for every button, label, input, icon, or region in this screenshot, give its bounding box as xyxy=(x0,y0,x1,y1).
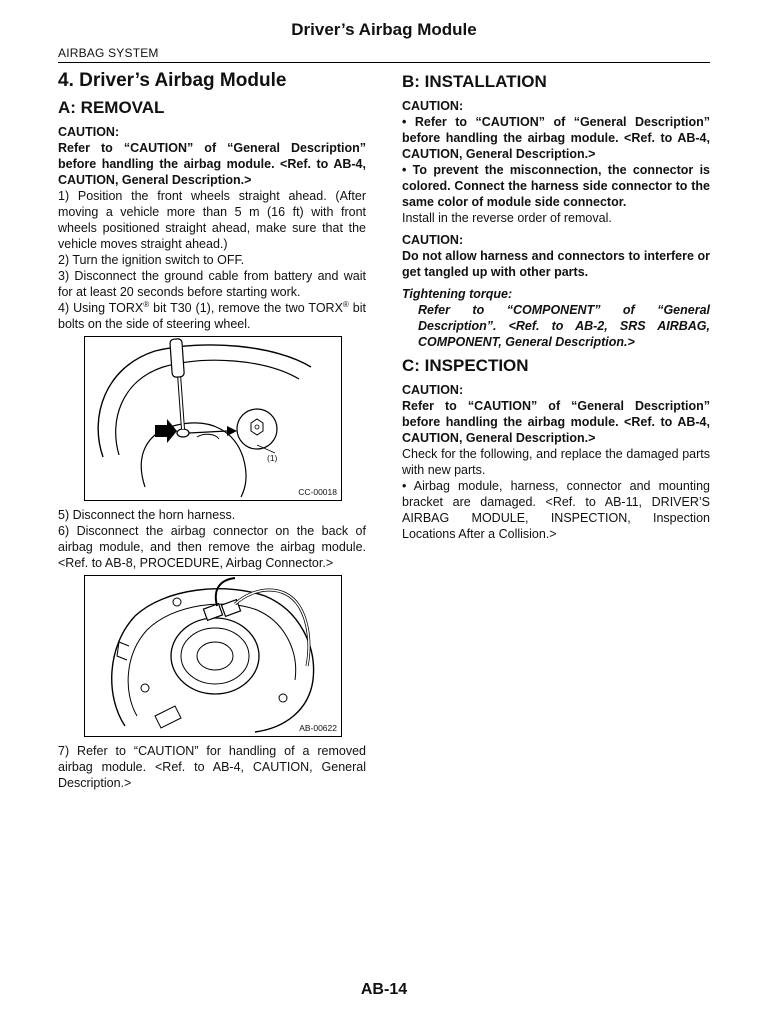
page-number: AB-14 xyxy=(360,981,408,998)
step-4-part-c: bit bolts on the side of steering wheel. xyxy=(58,301,366,331)
inspection-text: Check for the following, and replace the damaged parts with new parts. xyxy=(402,447,710,477)
header-rule xyxy=(58,62,710,63)
installation-caution-label: CAUTION: xyxy=(402,99,464,113)
removal-caution-label: CAUTION: xyxy=(58,125,120,139)
step-3: 3) Disconnect the ground cable from battery and wait for at least 20 seconds before starting work. xyxy=(58,269,366,299)
figure-code-1: CC-00018 xyxy=(298,487,337,497)
steering-wheel-illustration xyxy=(85,337,341,500)
step-7: 7) Refer to “CAUTION” for handling of a removed airbag module. <Ref. to AB-4, CAUTION, General Description.> xyxy=(58,744,366,790)
tightening-torque-text: Refer to “COMPONENT” of “General Description”. <Ref. to AB-2, SRS AIRBAG, COMPONENT, General Description.> xyxy=(418,303,710,349)
chapter-heading: 4. Driver’s Airbag Module xyxy=(58,70,287,91)
running-header-title: Driver’s Airbag Module xyxy=(291,20,477,39)
right-column xyxy=(402,68,710,542)
inspection-heading: C: INSPECTION xyxy=(402,356,529,375)
installation-caution-1: • Refer to “CAUTION” of “General Description” before handling the airbag module. <Ref. to AB-4, CAUTION, General Description.> xyxy=(402,115,710,161)
figure-torx-bolt xyxy=(84,336,342,501)
installation-heading: B: INSTALLATION xyxy=(402,72,547,91)
step-4-part-b: bit T30 (1), remove the two TORX xyxy=(149,301,343,315)
installation-text: Install in the reverse order of removal. xyxy=(402,211,612,225)
figure-callout-1: (1) xyxy=(267,453,278,463)
installation-caution-label-2: CAUTION: xyxy=(402,233,464,247)
removal-heading: A: REMOVAL xyxy=(58,98,165,117)
inspection-bullet: • Airbag module, harness, connector and mounting bracket are damaged. <Ref. to AB-11, DRIVER’S AIRBAG MODULE, INSPECTION, Inspection Locations After a Collision.> xyxy=(402,479,710,541)
left-column xyxy=(58,68,366,791)
inspection-caution-label: CAUTION: xyxy=(402,383,464,397)
step-2: 2) Turn the ignition switch to OFF. xyxy=(58,253,245,267)
figure-airbag-connector xyxy=(84,575,342,737)
installation-caution-3: Do not allow harness and connectors to interfere or get tangled up with other parts. xyxy=(402,249,710,279)
step-1: 1) Position the front wheels straight ahead. (After moving a vehicle more than 5 m (16 ft) with front wheels positioned straight ahead, make sure that the vehicle moves straight ahead.) xyxy=(58,189,366,251)
step-4-part-a: 4) Using TORX xyxy=(58,301,144,315)
step-4 xyxy=(58,300,366,332)
installation-caution-2: • To prevent the misconnection, the connector is colored. Connect the harness side connector to the same color of module side connector. xyxy=(402,163,710,209)
section-label: AIRBAG SYSTEM xyxy=(58,46,159,60)
figure-code-2: AB-00622 xyxy=(299,723,337,733)
step-6: 6) Disconnect the airbag connector on the back of airbag module, and then remove the airbag module. <Ref. to AB-8, PROCEDURE, Airbag Connector.> xyxy=(58,524,366,570)
step-5: 5) Disconnect the horn harness. xyxy=(58,508,236,522)
airbag-module-illustration xyxy=(85,576,341,736)
removal-caution-text: Refer to “CAUTION” of “General Description” before handling the airbag module. <Ref. to AB-4, CAUTION, General Description.> xyxy=(58,141,366,187)
registered-mark: ® xyxy=(143,299,150,309)
registered-mark: ® xyxy=(342,299,349,309)
tightening-torque-label: Tightening torque: xyxy=(402,287,513,301)
inspection-caution-text: Refer to “CAUTION” of “General Description” before handling the airbag module. <Ref. to AB-4, CAUTION, General Description.> xyxy=(402,399,710,445)
